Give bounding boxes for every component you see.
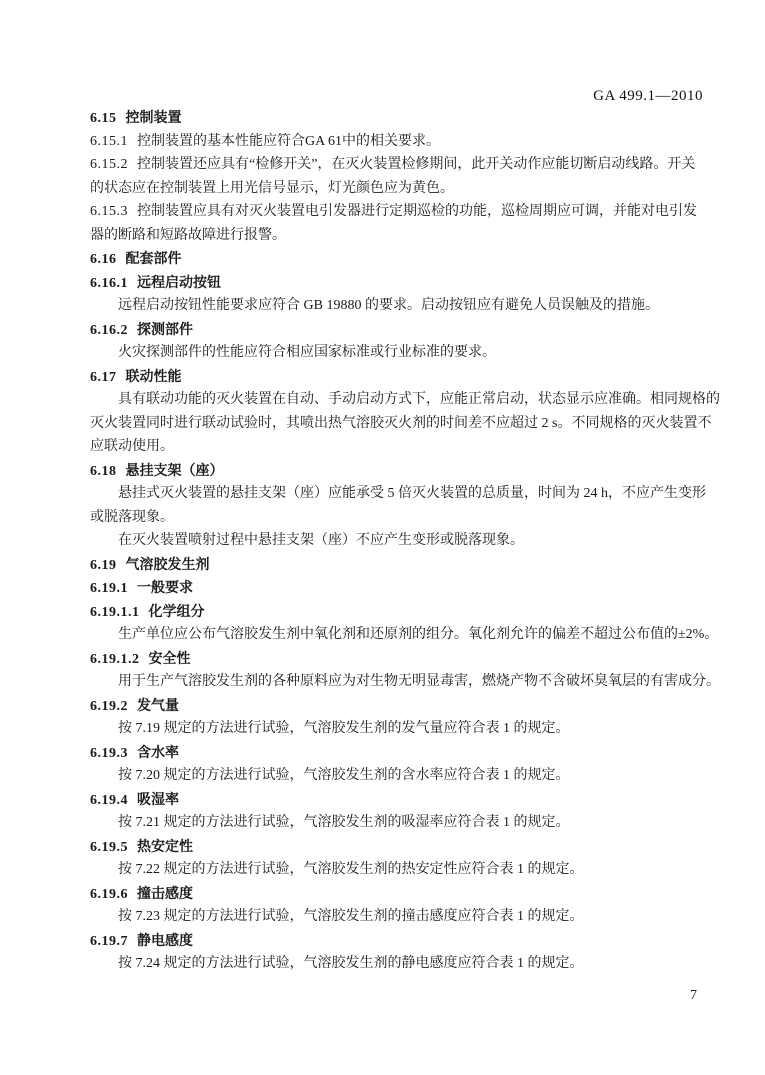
text-line: 按 7.22 规定的方法进行试验，气溶胶发生剂的热安定性应符合表 1 的规定。	[118, 862, 584, 877]
text-line: 按 7.23 规定的方法进行试验，气溶胶发生剂的撞击感度应符合表 1 的规定。	[118, 909, 584, 924]
page-number: 7	[690, 988, 697, 1003]
clause-heading	[90, 106, 715, 130]
clause-number: 6.16.1	[90, 275, 128, 291]
clause-number: 6.19.7	[90, 933, 128, 949]
text-line: 用于生产气溶胶发生剂的各种原料应为对生物无明显毒害，燃烧产物不含破坏臭氧层的有害成分。	[118, 674, 720, 689]
clause-heading	[90, 882, 715, 906]
heading-title: 吸湿率	[137, 790, 179, 807]
clause-number: 6.19	[90, 557, 117, 573]
heading-title: 发气量	[137, 696, 179, 713]
text-line: 悬挂式灭火装置的悬挂支架（座）应能承受 5 倍灭火装置的总质量，时间为 24 h，不应产生变形	[118, 486, 706, 501]
clause-number: 6.15.1	[90, 133, 128, 149]
heading-title: 联动性能	[125, 367, 182, 384]
heading-title: 探测部件	[137, 320, 193, 337]
document-code-header: GA 499.1—2010	[593, 88, 703, 104]
clause-heading	[90, 318, 715, 342]
clause-number: 6.19.3	[90, 745, 128, 761]
text-line	[90, 200, 715, 224]
text-line: 在灭火装置喷射过程中悬挂支架（座）不应产生变形或脱落现象。	[118, 533, 524, 548]
clause-number: 6.15.2	[90, 157, 128, 172]
clause-number: 6.15	[90, 111, 117, 126]
heading-title: 安全性	[148, 649, 191, 666]
text-line: 生产单位应公布气溶胶发生剂中氧化剂和还原剂的组分。氧化剂允许的偏差不超过公布值的±2%。	[118, 627, 719, 642]
text-line: 或脱落现象。	[90, 509, 174, 525]
text-line: 具有联动功能的灭火装置在自动、手动启动方式下，应能正常启动，状态显示应准确。相同规格的	[118, 392, 720, 407]
text-line: 火灾探测部件的性能应符合相应国家标准或行业标准的要求。	[118, 345, 496, 360]
clause-heading	[90, 576, 715, 600]
clause-number: 6.16.2	[90, 322, 128, 338]
clause-number: 6.19.6	[90, 886, 128, 902]
clause-heading	[90, 929, 715, 953]
text-line	[90, 153, 715, 177]
clause-text: 控制装置的基本性能应符合GA 61中的相关要求。	[137, 133, 440, 149]
clause-heading	[90, 694, 715, 718]
clause-text: 控制装置应具有对灭火装置电引发器进行定期巡检的功能，巡检周期应可调，并能对电引发	[137, 204, 697, 219]
clause-number: 6.19.2	[90, 698, 128, 714]
heading-title: 气溶胶发生剂	[125, 555, 210, 572]
clause-heading	[90, 647, 715, 671]
heading-title: 化学组分	[148, 602, 205, 619]
document-body	[90, 106, 720, 976]
clause-number: 6.16	[90, 252, 117, 267]
heading-title: 热安定性	[137, 837, 193, 854]
text-line: 灭火装置同时进行联动试验时，其喷出热气溶胶灭火剂的时间差不应超过 2 s。不同规格的灭火装置不	[90, 415, 712, 431]
clause-number: 6.18	[90, 463, 117, 479]
clause-number: 6.15.3	[90, 204, 128, 219]
clause-heading	[90, 788, 715, 812]
heading-title: 远程启动按钮	[137, 273, 221, 290]
heading-title: 控制装置	[125, 109, 182, 125]
heading-title: 一般要求	[137, 579, 193, 595]
text-line: 按 7.20 规定的方法进行试验，气溶胶发生剂的含水率应符合表 1 的规定。	[118, 768, 570, 783]
text-line: 的状态应在控制装置上用光信号显示，灯光颜色应为黄色。	[90, 180, 454, 196]
heading-title: 配套部件	[125, 250, 182, 266]
text-line: 应联动使用。	[90, 439, 174, 454]
clause-number: 6.19.1	[90, 581, 128, 596]
clause-text: 控制装置还应具有“检修开关”，在灭火装置检修期间，此开关动作应能切断启动线路。开关	[137, 157, 696, 172]
heading-title: 含水率	[137, 743, 179, 760]
heading-title: 悬挂支架（座）	[125, 461, 224, 478]
clause-heading	[90, 553, 715, 577]
text-line: 按 7.21 规定的方法进行试验，气溶胶发生剂的吸湿率应符合表 1 的规定。	[118, 815, 570, 830]
text-line: 按 7.24 规定的方法进行试验，气溶胶发生剂的静电感度应符合表 1 的规定。	[118, 956, 584, 971]
clause-number: 6.19.1.1	[90, 604, 140, 620]
clause-heading	[90, 365, 715, 389]
clause-heading	[90, 835, 715, 859]
clause-heading	[90, 271, 715, 295]
text-line: 器的断路和短路故障进行报警。	[90, 227, 286, 243]
clause-number: 6.19.4	[90, 792, 128, 808]
clause-number: 6.17	[90, 369, 117, 385]
clause-number: 6.19.1.2	[90, 651, 140, 667]
clause-heading	[90, 459, 715, 483]
text-line	[90, 130, 715, 154]
clause-heading	[90, 741, 715, 765]
clause-heading	[90, 247, 715, 271]
text-line: 按 7.19 规定的方法进行试验，气溶胶发生剂的发气量应符合表 1 的规定。	[118, 721, 570, 736]
heading-title: 静电感度	[137, 931, 193, 948]
heading-title: 撞击感度	[137, 884, 193, 901]
text-line: 远程启动按钮性能要求应符合 GB 19880 的要求。启动按钮应有避免人员误触及的措施。	[118, 298, 659, 313]
clause-number: 6.19.5	[90, 839, 128, 855]
clause-heading	[90, 600, 715, 624]
